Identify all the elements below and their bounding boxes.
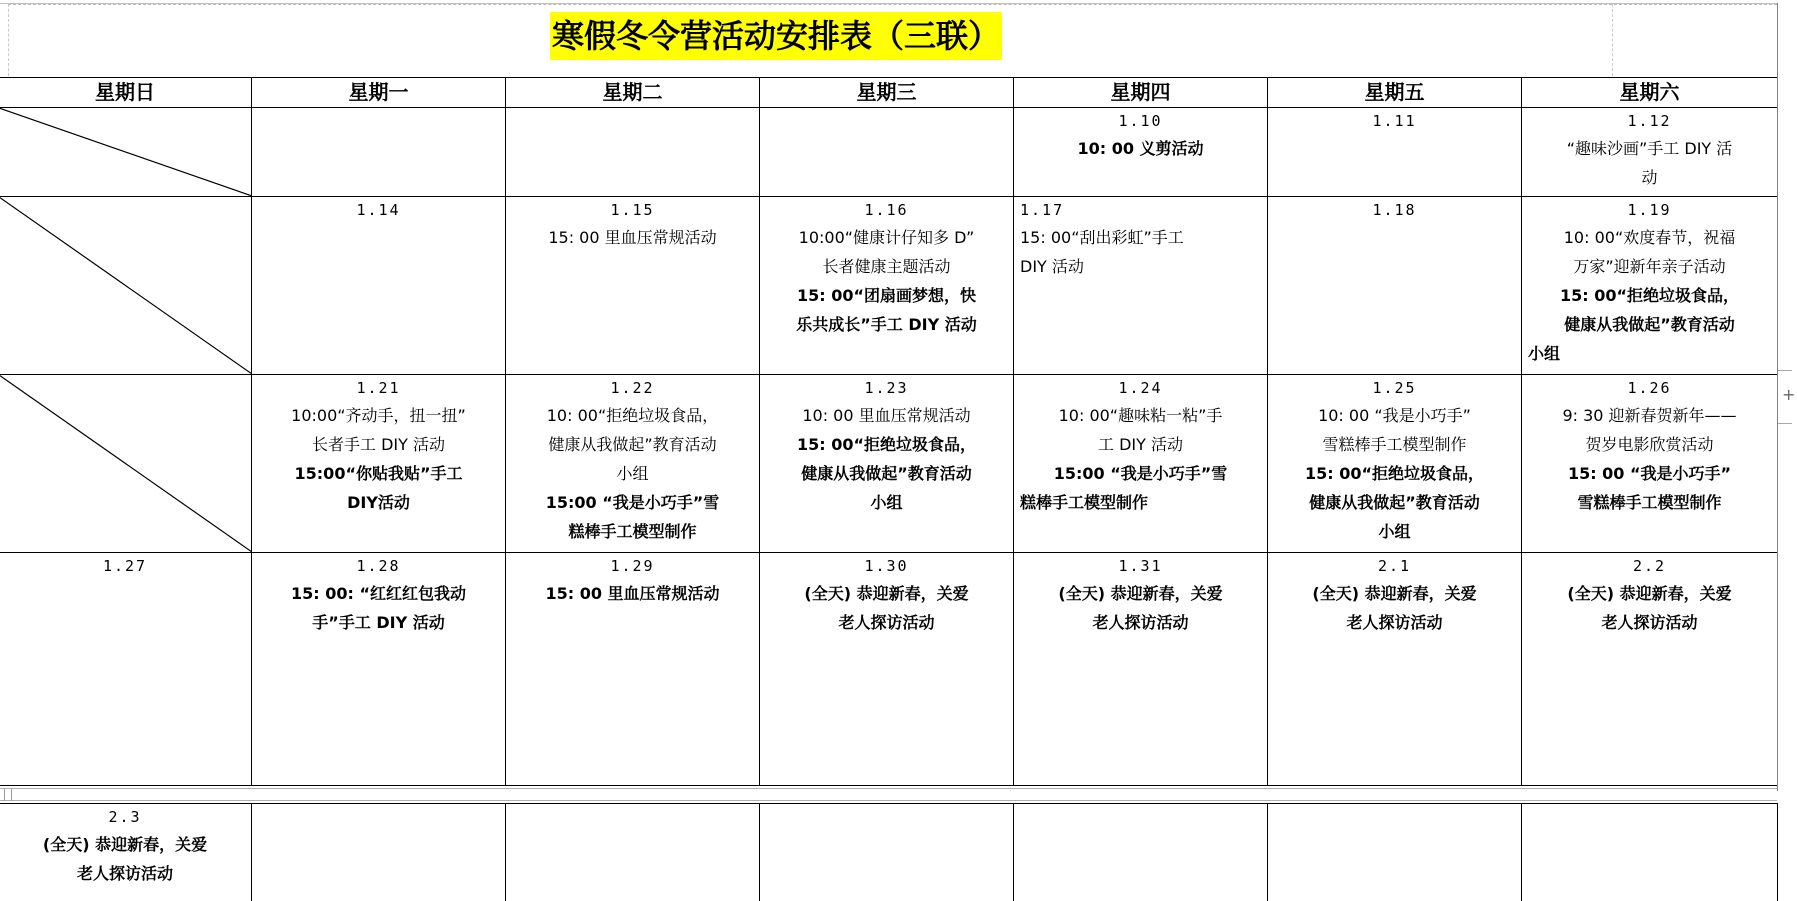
- weekday-header: 星期三: [760, 78, 1014, 108]
- date-label: 2.1: [1377, 557, 1412, 575]
- activity-line: 10: 00“拒绝垃圾食品，: [546, 406, 719, 425]
- activity-line-bold: 糕棒手工模型制作: [568, 522, 697, 541]
- activity-line: 健康从我做起”教育活动: [548, 435, 717, 454]
- schedule-cell[interactable]: [1522, 197, 1778, 375]
- activity-line-bold: DIY活动: [347, 493, 410, 512]
- date-label: 1.23: [864, 379, 909, 397]
- activity-line-bold: 老人探访活动: [76, 864, 173, 883]
- schedule-cell[interactable]: [506, 375, 760, 553]
- activity-line-bold: (全天) 恭迎新春，关爱: [804, 584, 969, 603]
- activity-line: “趣味沙画”手工 DIY 活: [1566, 139, 1733, 158]
- date-label: 1.18: [1372, 201, 1417, 219]
- date-label: 1.17: [1020, 201, 1065, 219]
- date-label: 1.29: [610, 557, 655, 575]
- date-label: 2.2: [1632, 557, 1667, 575]
- schedule-cell[interactable]: [0, 553, 252, 786]
- activity-line: 动: [1641, 168, 1658, 187]
- schedule-cell[interactable]: [1014, 553, 1268, 786]
- schedule-cell[interactable]: [760, 375, 1014, 553]
- activity-line-bold: 小组: [870, 493, 903, 512]
- activity-line-bold: 乐共成长”手工 DIY 活动: [796, 315, 977, 334]
- activity-line: 雪糕棒手工模型制作: [1322, 435, 1467, 454]
- schedule-cell[interactable]: [252, 804, 506, 901]
- activity-line-bold: 15: 00 里血压常规活动: [545, 584, 720, 603]
- activity-line-bold: 小组: [1378, 522, 1411, 541]
- activity-line-bold: 健康从我做起”教育活动: [1564, 315, 1735, 334]
- schedule-cell[interactable]: [1014, 108, 1268, 197]
- activity-line: 贺岁电影欣赏活动: [1585, 435, 1714, 454]
- date-label: 1.15: [610, 201, 655, 219]
- section-gap-rule: [0, 788, 1777, 789]
- schedule-cell[interactable]: [252, 553, 506, 786]
- activity-line-bold: 老人探访活动: [838, 613, 935, 632]
- activity-line-bold: 15: 00“拒绝垃圾食品，: [796, 435, 977, 454]
- activity-line-bold: (全天) 恭迎新春，关爱: [1567, 584, 1732, 603]
- schedule-cell[interactable]: [1522, 375, 1778, 553]
- schedule-cell[interactable]: [1014, 375, 1268, 553]
- activity-line-bold: 15: 00“团扇画梦想，快: [796, 286, 977, 305]
- date-label: 1.14: [356, 201, 401, 219]
- schedule-row: [0, 375, 1778, 553]
- diagonal-slash: [0, 197, 252, 375]
- schedule-cell[interactable]: [1014, 804, 1268, 901]
- diagonal-line: [0, 375, 252, 552]
- weekday-header: 星期二: [506, 78, 760, 108]
- schedule-cell[interactable]: [1268, 375, 1522, 553]
- schedule-cell[interactable]: [506, 197, 760, 375]
- activity-line-bold: 小组: [1528, 344, 1561, 363]
- weekday-header: 星期日: [0, 78, 252, 108]
- activity-line-bold: 手”手工 DIY 活动: [312, 613, 445, 632]
- schedule-row: [0, 553, 1778, 786]
- schedule-row: [0, 197, 1778, 375]
- activity-line-bold: 15:00 “我是小巧手”雪: [545, 493, 720, 512]
- diagonal-slash: [0, 375, 252, 553]
- schedule-table: [0, 77, 1778, 786]
- plus-icon[interactable]: +: [1782, 385, 1796, 404]
- section-gap-marker: [4, 789, 12, 801]
- schedule-cell[interactable]: [0, 804, 252, 901]
- schedule-cell[interactable]: [1522, 553, 1778, 786]
- activity-line-bold: 老人探访活动: [1601, 613, 1698, 632]
- activity-line-bold: 15:00 “我是小巧手”雪: [1053, 464, 1228, 483]
- activity-line: DIY 活动: [1020, 257, 1084, 276]
- weekday-header: 星期四: [1014, 78, 1268, 108]
- date-label: 1.11: [1372, 112, 1417, 130]
- schedule-cell[interactable]: [760, 804, 1014, 901]
- activity-line-bold: 健康从我做起”教育活动: [801, 464, 972, 483]
- diagonal-slash: [0, 108, 252, 197]
- date-label: 1.24: [1118, 379, 1163, 397]
- activity-line: 15: 00 里血压常规活动: [548, 228, 717, 247]
- activity-line: 9: 30 迎新春贺新年——: [1562, 406, 1737, 425]
- date-label: 1.22: [610, 379, 655, 397]
- date-label: 1.30: [864, 557, 909, 575]
- schedule-row: [0, 108, 1778, 197]
- activity-line: 小组: [616, 464, 649, 483]
- activity-line: 万家”迎新年亲子活动: [1573, 257, 1726, 276]
- schedule-cell[interactable]: [0, 197, 252, 375]
- activity-line-bold: 老人探访活动: [1346, 613, 1443, 632]
- activity-line: 10:00“健康计仔知多 D”: [798, 228, 975, 247]
- date-label: 1.28: [356, 557, 401, 575]
- schedule-cell[interactable]: [252, 197, 506, 375]
- date-label: 1.27: [102, 557, 148, 575]
- schedule-cell[interactable]: [506, 804, 760, 901]
- date-label: 1.19: [1627, 201, 1672, 219]
- activity-line-bold: (全天) 恭迎新春，关爱: [1058, 584, 1223, 603]
- activity-line: 10: 00 里血压常规活动: [802, 406, 971, 425]
- date-label: 1.21: [356, 379, 401, 397]
- activity-line-bold: 15: 00“拒绝垃圾食品，: [1559, 286, 1740, 305]
- activity-line: 长者健康主题活动: [822, 257, 951, 276]
- activity-line: 10: 00“欢度春节，祝福: [1563, 228, 1736, 247]
- weekday-header: 星期一: [252, 78, 506, 108]
- weekday-header: 星期五: [1268, 78, 1522, 108]
- schedule-cell[interactable]: [1268, 804, 1522, 901]
- schedule-cell[interactable]: [1522, 108, 1778, 197]
- schedule-cell[interactable]: [0, 108, 252, 197]
- activity-line: 10:00“齐动手，扭一扭”: [291, 406, 466, 425]
- schedule-table-continued: [0, 803, 1778, 901]
- date-label: 1.10: [1118, 112, 1163, 130]
- date-label: 1.31: [1118, 557, 1163, 575]
- schedule-cell[interactable]: [506, 108, 760, 197]
- schedule-cell[interactable]: [0, 375, 252, 553]
- schedule-cell[interactable]: [760, 197, 1014, 375]
- activity-line-bold: 老人探访活动: [1092, 613, 1189, 632]
- activity-line-bold: 15: 00“拒绝垃圾食品，: [1304, 464, 1485, 483]
- activity-line: 长者手工 DIY 活动: [312, 435, 445, 454]
- activity-line: 10: 00 “我是小巧手”: [1318, 406, 1471, 425]
- title-guide-right: [1612, 4, 1613, 76]
- activity-line-bold: 糕棒手工模型制作: [1020, 493, 1149, 512]
- weekday-header: 星期六: [1522, 78, 1778, 108]
- weekday-header-row: [0, 78, 1778, 108]
- schedule-row: [0, 804, 1778, 901]
- activity-line-bold: 雪糕棒手工模型制作: [1577, 493, 1722, 512]
- activity-line-bold: (全天) 恭迎新春，关爱: [1312, 584, 1477, 603]
- date-label: 1.26: [1627, 379, 1672, 397]
- page-title: 寒假冬令营活动安排表（三联）: [550, 12, 1002, 60]
- date-label: 2.3: [108, 808, 142, 826]
- activity-line: 工 DIY 活动: [1098, 435, 1183, 454]
- date-label: 1.16: [864, 201, 909, 219]
- schedule-cell[interactable]: [1268, 553, 1522, 786]
- schedule-cell[interactable]: [1522, 804, 1778, 901]
- activity-line-bold: 15: 00: “红红红包我动: [291, 584, 466, 603]
- schedule-cell[interactable]: [760, 553, 1014, 786]
- activity-line-bold: 15: 00 “我是小巧手”: [1567, 464, 1732, 483]
- schedule-cell[interactable]: [252, 108, 506, 197]
- schedule-cell[interactable]: [1268, 197, 1522, 375]
- activity-line-bold: 健康从我做起”教育活动: [1309, 493, 1480, 512]
- schedule-cell[interactable]: [1014, 197, 1268, 375]
- schedule-cell[interactable]: [760, 108, 1014, 197]
- date-label: 1.25: [1372, 379, 1417, 397]
- date-label: 1.12: [1627, 112, 1672, 130]
- schedule-cell[interactable]: [506, 553, 760, 786]
- diagonal-line: [0, 197, 252, 374]
- activity-line: 10: 00“趣味粘一粘”手: [1058, 406, 1223, 425]
- diagonal-line: [0, 108, 252, 196]
- title-guide-left: [8, 4, 9, 76]
- activity-line-bold: 15:00“你贴我贴”手工: [294, 464, 463, 483]
- activity-line-bold: (全天) 恭迎新春，关爱: [42, 835, 208, 854]
- activity-line: 15: 00“刮出彩虹”手工: [1020, 228, 1184, 247]
- activity-line-bold: 10: 00 义剪活动: [1077, 139, 1204, 158]
- section-gap-rule: [0, 800, 1777, 801]
- schedule-cell[interactable]: [1268, 108, 1522, 197]
- schedule-cell[interactable]: [252, 375, 506, 553]
